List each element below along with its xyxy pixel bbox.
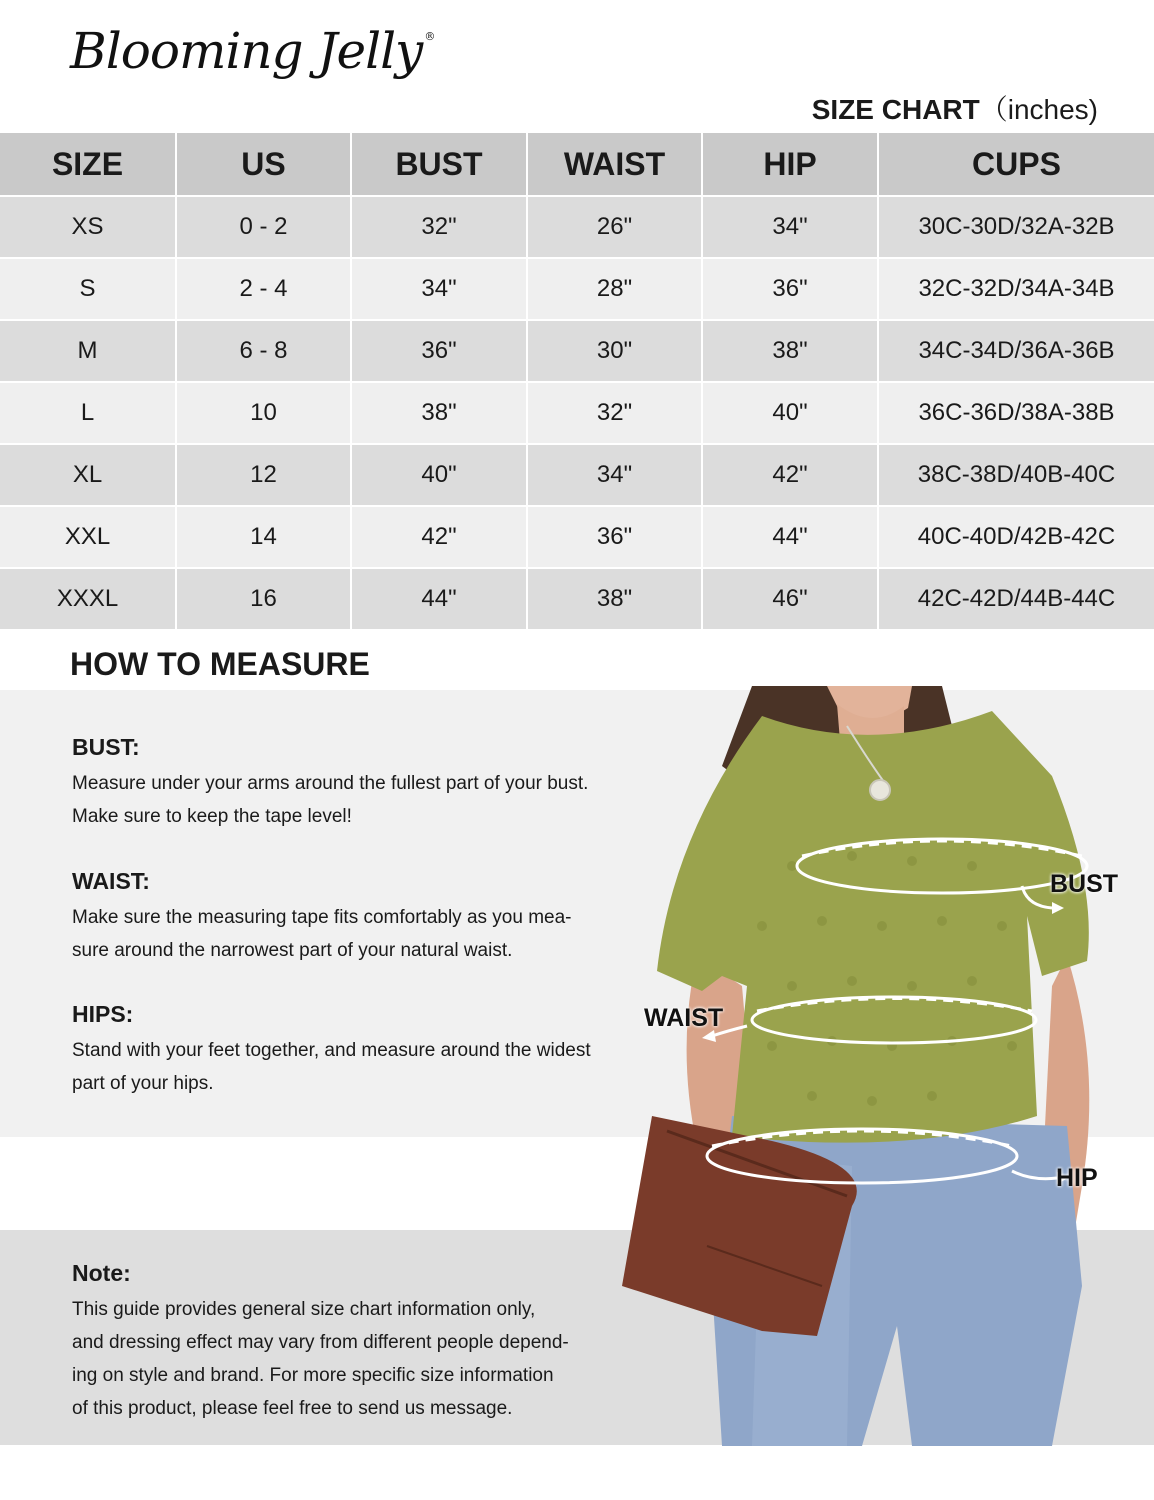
table-cell: S [0, 258, 176, 320]
note-heading: Note: [72, 1260, 131, 1286]
waist-line: Make sure the measuring tape fits comfortably as you mea- [72, 907, 572, 928]
how-to-measure-title: HOW TO MEASURE [70, 646, 370, 682]
table-cell: 28" [527, 258, 702, 320]
bust-line: Make sure to keep the tape level! [72, 806, 352, 827]
column-header: WAIST [527, 133, 702, 196]
hips-heading: HIPS: [72, 1001, 134, 1027]
table-cell: 26" [527, 196, 702, 258]
size-chart-title: SIZE CHART（inches) [811, 94, 1098, 125]
brand-logo: Blooming Jelly ® [70, 22, 435, 80]
table-cell: 38" [351, 382, 527, 444]
table-cell: 2 - 4 [176, 258, 351, 320]
column-header: HIP [702, 133, 878, 196]
note-line: ing on style and brand. For more specific size information [72, 1365, 554, 1386]
table-cell: 34" [351, 258, 527, 320]
hips-line: Stand with your feet together, and measure around the widest [72, 1040, 591, 1061]
bust-label: BUST [1050, 870, 1119, 898]
table-cell: L [0, 382, 176, 444]
table-row [0, 320, 1154, 382]
table-cell: 42" [351, 506, 527, 568]
waist-label: WAIST [644, 1004, 724, 1032]
bust-heading: BUST: [72, 734, 140, 760]
note-section [72, 1260, 652, 1425]
table-cell: 38" [527, 568, 702, 630]
bust-instructions [72, 734, 652, 833]
table-cell: 40" [351, 444, 527, 506]
table-cell: XXXL [0, 568, 176, 630]
column-header: SIZE [0, 133, 176, 196]
table-cell: 30" [527, 320, 702, 382]
size-chart-table [0, 133, 1154, 631]
table-cell: 36" [702, 258, 878, 320]
table-cell: 0 - 2 [176, 196, 351, 258]
table-cell: 46" [702, 568, 878, 630]
table-cell: 30C-30D/32A-32B [878, 196, 1154, 258]
table-cell: M [0, 320, 176, 382]
table-row [0, 506, 1154, 568]
waist-line: sure around the narrowest part of your natural waist. [72, 940, 513, 961]
column-header: US [176, 133, 351, 196]
table-cell: 42C-42D/44B-44C [878, 568, 1154, 630]
note-line: of this product, please feel free to send us message. [72, 1398, 513, 1419]
table-cell: 12 [176, 444, 351, 506]
table-cell: 36" [527, 506, 702, 568]
table-cell: 34" [702, 196, 878, 258]
table-cell: 38C-38D/40B-40C [878, 444, 1154, 506]
table-cell: 36" [351, 320, 527, 382]
table-cell: 16 [176, 568, 351, 630]
table-cell: 32" [527, 382, 702, 444]
table-cell: XXL [0, 506, 176, 568]
note-line: and dressing effect may vary from different people depend- [72, 1332, 569, 1353]
hips-line: part of your hips. [72, 1073, 214, 1094]
hips-instructions [72, 1001, 652, 1100]
hip-label: HIP [1056, 1164, 1098, 1192]
table-cell: 6 - 8 [176, 320, 351, 382]
waist-instructions [72, 868, 652, 967]
table-cell: XS [0, 196, 176, 258]
table-cell: 44" [351, 568, 527, 630]
table-cell: XL [0, 444, 176, 506]
table-header-row [0, 133, 1154, 196]
table-cell: 40C-40D/42B-42C [878, 506, 1154, 568]
table-cell: 36C-36D/38A-38B [878, 382, 1154, 444]
waist-heading: WAIST: [72, 868, 150, 894]
table-cell: 10 [176, 382, 351, 444]
table-cell: 40" [702, 382, 878, 444]
table-row [0, 258, 1154, 320]
table-row [0, 196, 1154, 258]
model-figure [612, 686, 1154, 1446]
note-line: This guide provides general size chart information only, [72, 1299, 536, 1320]
column-header: CUPS [878, 133, 1154, 196]
table-cell: 14 [176, 506, 351, 568]
bust-line: Measure under your arms around the fullest part of your bust. [72, 773, 589, 794]
table-cell: 42" [702, 444, 878, 506]
column-header: BUST [351, 133, 527, 196]
table-cell: 34C-34D/36A-36B [878, 320, 1154, 382]
table-cell: 38" [702, 320, 878, 382]
table-cell: 34" [527, 444, 702, 506]
table-cell: 44" [702, 506, 878, 568]
table-row [0, 382, 1154, 444]
table-row [0, 568, 1154, 630]
table-cell: 32C-32D/34A-34B [878, 258, 1154, 320]
table-row [0, 444, 1154, 506]
model-illustration [612, 686, 1154, 1446]
table-cell: 32" [351, 196, 527, 258]
